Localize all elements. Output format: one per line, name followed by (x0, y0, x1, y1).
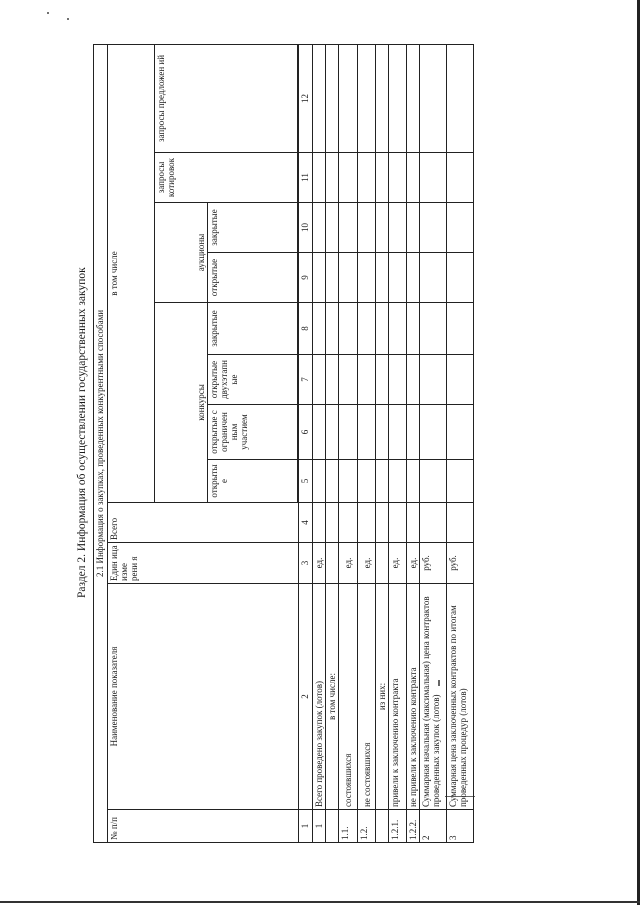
table-cell (389, 153, 407, 203)
colnum-4: 4 (299, 503, 313, 543)
table-cell (376, 253, 389, 303)
table-cell (376, 44, 389, 152)
table-cell (313, 503, 326, 543)
row-1-2-1-name: привели к заключению контракта (389, 584, 407, 810)
table-cell (339, 153, 358, 203)
table-cell (326, 303, 339, 355)
colnum-10: 10 (299, 203, 313, 253)
table-cell (389, 503, 407, 543)
table-cell (326, 543, 339, 584)
table-cell (447, 405, 474, 460)
table-cell (326, 503, 339, 543)
header-contests-limited: открытые с ограничен ным участием (208, 405, 298, 460)
table-cell (407, 253, 420, 303)
procurement-table (93, 44, 474, 843)
colnum-3: 3 (299, 543, 313, 584)
table-cell (376, 810, 389, 843)
colnum-1: 1 (299, 810, 313, 843)
table-cell (407, 405, 420, 460)
table-cell (358, 355, 376, 405)
row-2-num: 2 (420, 810, 447, 843)
table-cell (339, 503, 358, 543)
table-cell (389, 355, 407, 405)
row-3-num: 3 (447, 810, 474, 843)
row-1-2-of-them: из них: (376, 584, 389, 810)
table-cell (313, 405, 326, 460)
row-2-name: Суммарная начальная (максимальная) цена контрактов проведенных закупок (лотов) (420, 584, 447, 810)
table-cell (326, 810, 339, 843)
table-cell (389, 460, 407, 503)
table-cell (407, 355, 420, 405)
colnum-5: 5 (299, 460, 313, 503)
header-auctions-closed: закрытые (208, 203, 298, 253)
header-contests: конкурсы (155, 303, 208, 503)
table-cell (376, 543, 389, 584)
header-name: Наименование показателя (108, 584, 299, 810)
table-cell (376, 203, 389, 253)
colnum-2: 2 (299, 584, 313, 810)
table-cell (407, 44, 420, 152)
table-cell (313, 355, 326, 405)
table-cell (313, 44, 326, 152)
table-cell (326, 203, 339, 253)
table-cell (358, 503, 376, 543)
subsection-title: 2.1 Информация о закупках, проведенных конкурентными способами (94, 44, 108, 842)
row-1-2-name: не состоявшихся (358, 584, 376, 810)
colnum-7: 7 (299, 355, 313, 405)
procurement-table-frame (93, 45, 469, 843)
table-cell (358, 203, 376, 253)
table-cell (420, 44, 447, 152)
table-cell (420, 460, 447, 503)
table-cell (376, 460, 389, 503)
row-1-1-unit: ед. (339, 543, 358, 584)
table-cell (339, 303, 358, 355)
table-cell (339, 253, 358, 303)
row-1-2-1-num: 1.2.1. (389, 810, 407, 843)
table-cell (313, 303, 326, 355)
table-cell (407, 303, 420, 355)
table-cell (376, 355, 389, 405)
table-cell (407, 153, 420, 203)
table-cell (326, 253, 339, 303)
colnum-11: 11 (299, 153, 313, 203)
table-cell (313, 460, 326, 503)
table-cell (339, 44, 358, 152)
table-cell (447, 503, 474, 543)
table-cell (447, 44, 474, 152)
row-1-2-1-unit: ед. (389, 543, 407, 584)
scan-speck (47, 12, 49, 14)
row-1-name: Всего проведено закупок (лотов) (313, 584, 326, 810)
table-cell (339, 355, 358, 405)
table-cell (407, 203, 420, 253)
table-cell (339, 460, 358, 503)
header-auctions: аукционы (155, 203, 208, 303)
table-cell (358, 253, 376, 303)
table-cell (326, 460, 339, 503)
table-cell (326, 405, 339, 460)
header-auctions-open: открытые (208, 253, 298, 303)
row-3-unit: руб. (447, 543, 474, 584)
table-cell (389, 303, 407, 355)
table-cell (447, 203, 474, 253)
table-cell (407, 460, 420, 503)
table-cell (358, 460, 376, 503)
row-1-2-unit: ед. (358, 543, 376, 584)
header-num: № п/п (108, 810, 299, 843)
row-3-name: Суммарная цена заключенных контрактов по итогам проведенных процедур (лотов) (447, 584, 474, 810)
table-cell (447, 153, 474, 203)
table-cell (313, 253, 326, 303)
table-cell (420, 153, 447, 203)
table-cell (313, 153, 326, 203)
table-cell (313, 203, 326, 253)
table-cell (420, 303, 447, 355)
table-cell (339, 405, 358, 460)
header-unit: Един ица изме рени я (108, 543, 299, 584)
header-contests-closed: закрытые (208, 303, 298, 355)
row-1-2-2-name: не привели к заключению контракта (407, 584, 420, 810)
colnum-9: 9 (299, 253, 313, 303)
table-cell (389, 405, 407, 460)
row-1-including: в том числе: (326, 584, 339, 810)
header-contests-open: открыты е (208, 460, 298, 503)
row-1-2-2-num: 1.2.2. (407, 810, 420, 843)
table-cell (358, 303, 376, 355)
table-cell (376, 153, 389, 203)
row-1-2-num: 1.2. (358, 810, 376, 843)
row-1-1-name: состоявшихся (339, 584, 358, 810)
header-contests-twostage: открытые двухэтапн ые (208, 355, 298, 405)
table-cell (326, 44, 339, 152)
table-cell (358, 44, 376, 152)
table-cell (358, 405, 376, 460)
section-title: Раздел 2. Информация об осуществлении государственных закупок (76, 267, 88, 598)
colnum-8: 8 (299, 303, 313, 355)
table-cell (376, 405, 389, 460)
row-2-unit: руб. (420, 543, 447, 584)
row-1-num: 1 (313, 810, 326, 843)
table-cell (447, 303, 474, 355)
colnum-6: 6 (299, 405, 313, 460)
header-proposals: запросы предложен ий (155, 44, 298, 152)
row-1-1-num: 1.1. (339, 810, 358, 843)
row-1-unit: ед. (313, 543, 326, 584)
table-cell (420, 203, 447, 253)
procurement-table-rotated (93, 45, 469, 843)
table-cell (447, 355, 474, 405)
table-cell (420, 405, 447, 460)
header-quotes: запросы котировок (155, 153, 298, 203)
table-cell (326, 153, 339, 203)
header-including: в том числе (108, 44, 155, 502)
table-cell (447, 460, 474, 503)
table-cell (376, 303, 389, 355)
table-cell (447, 253, 474, 303)
table-cell (420, 503, 447, 543)
table-cell (389, 203, 407, 253)
scan-edge-bottom (0, 901, 640, 903)
table-cell (420, 253, 447, 303)
header-total: Всего (108, 503, 299, 543)
scan-speck (67, 18, 69, 20)
table-cell (339, 203, 358, 253)
colnum-12: 12 (299, 44, 313, 152)
table-cell (420, 355, 447, 405)
table-cell (407, 503, 420, 543)
table-cell (389, 44, 407, 152)
table-cell (376, 503, 389, 543)
table-cell (358, 153, 376, 203)
table-cell (326, 355, 339, 405)
table-cell (389, 253, 407, 303)
row-1-2-2-unit: ед. (407, 543, 420, 584)
